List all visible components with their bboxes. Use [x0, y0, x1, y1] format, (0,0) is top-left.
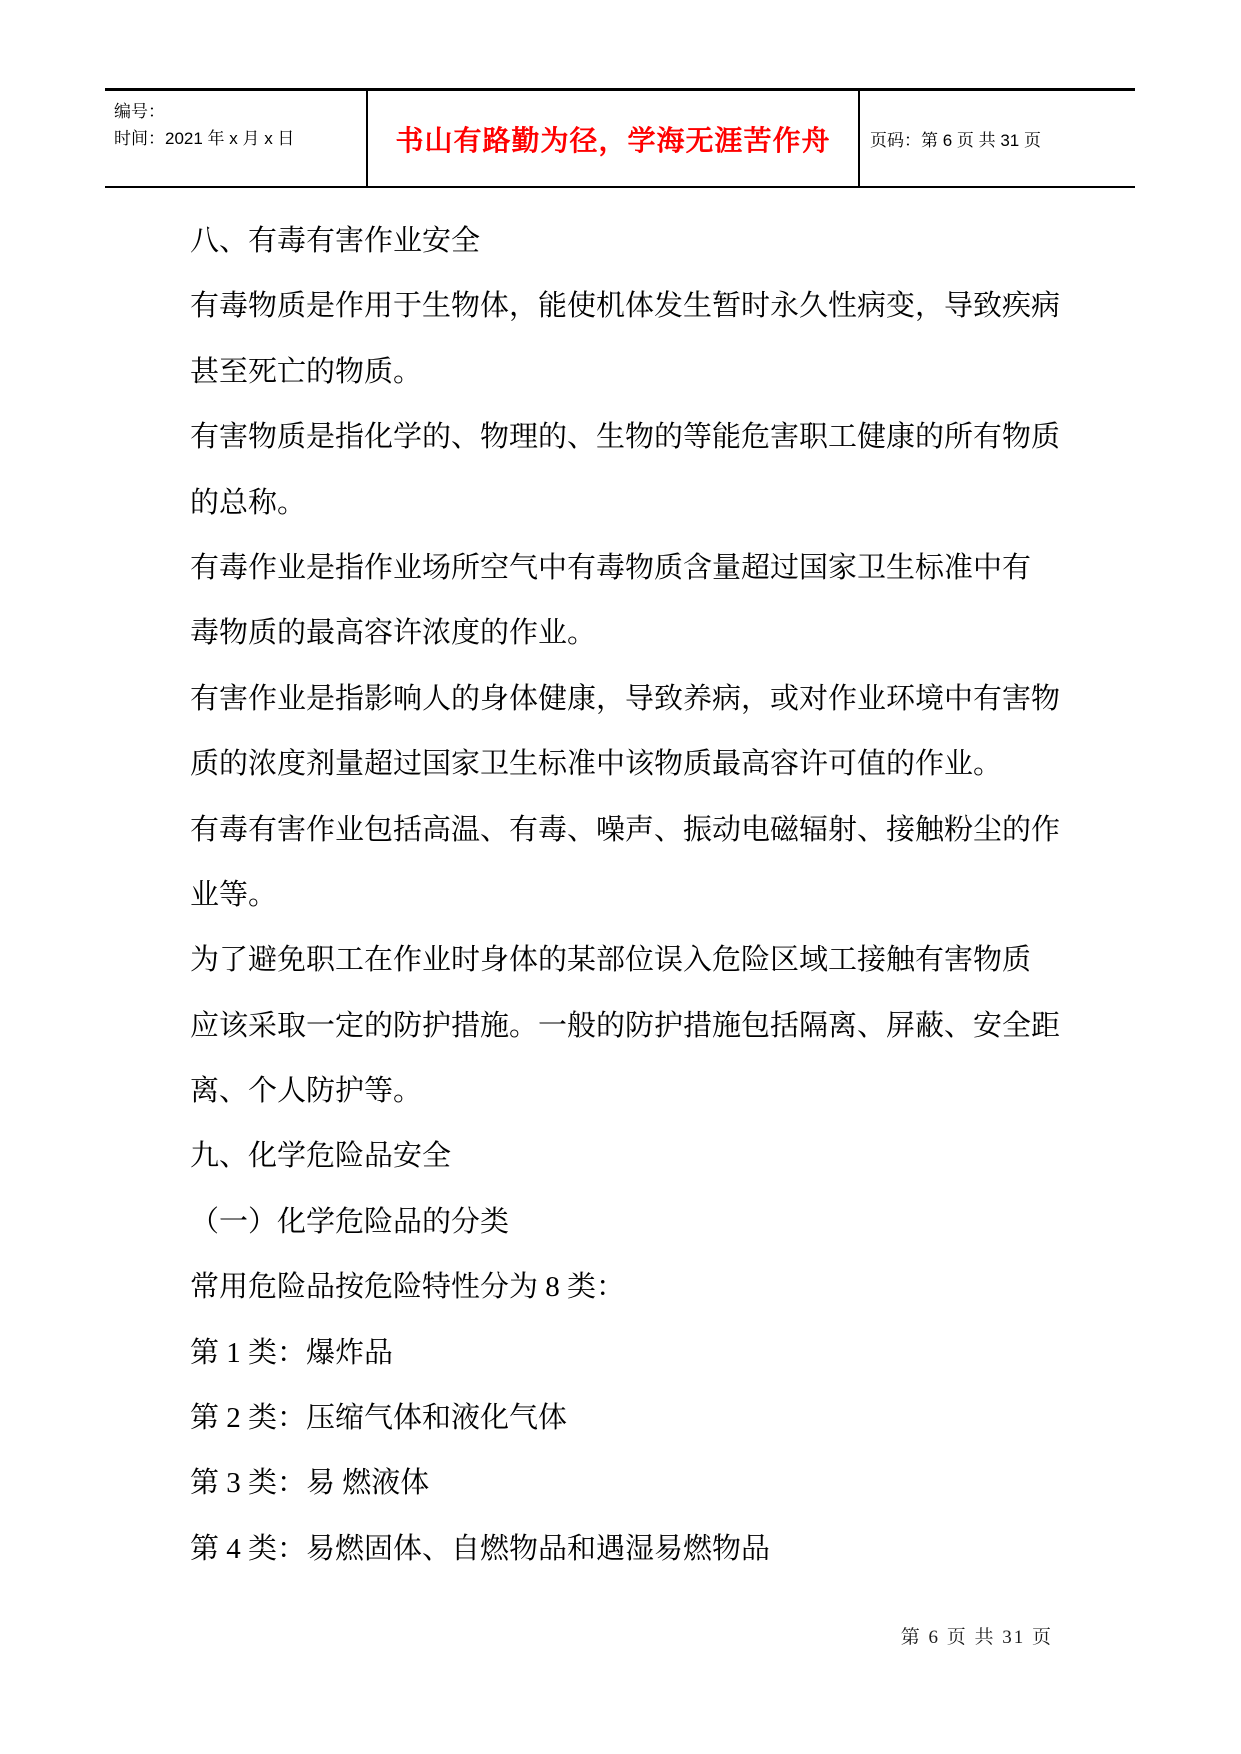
body-line-heading-9: 九、化学危险品安全	[190, 1140, 452, 1173]
body-line-heading-8: 八、有毒有害作业安全	[190, 225, 481, 257]
body-line: 质的浓度剂量超过国家卫生标准中该物质最高容许可值的作业。	[190, 748, 1003, 781]
doc-date-label: 时间：2021 年 x 月 x 日	[114, 129, 295, 148]
body-line: 有毒物质是作用于生物体，能使机体发生暂时永久性病变，导致疾病	[190, 290, 1061, 323]
body-line: 有毒有害作业包括高温、有毒、噪声、振动电磁辐射、接触粉尘的作	[190, 813, 1061, 846]
doc-number-label: 编号：	[114, 102, 165, 121]
body-line: 离、个人防护等。	[190, 1075, 423, 1108]
header-page-info: 页码：第 6 页 共 31 页	[870, 131, 1041, 150]
body-line-class-3: 第 3 类：易 燃液体	[190, 1467, 430, 1500]
page-header-table	[105, 88, 1135, 188]
body-line: 为了避免职工在作业时身体的某部位误入危险区域工接触有害物质	[190, 944, 1032, 977]
body-line: 甚至死亡的物质。	[190, 355, 423, 388]
body-line-class-1: 第 1 类：爆炸品	[190, 1336, 394, 1369]
header-cell-slogan	[368, 91, 858, 186]
header-slogan: 书山有路勤为径，学海无涯苦作舟	[395, 124, 831, 156]
document-body	[190, 209, 1070, 1582]
body-line: 有害物质是指化学的、物理的、生物的等能危害职工健康的所有物质	[190, 421, 1061, 454]
footer-page-number: 第 6 页 共 31 页	[900, 1627, 1053, 1648]
body-line: 有毒作业是指作业场所空气中有毒物质含量超过国家卫生标准中有	[190, 551, 1032, 584]
body-line: 的总称。	[190, 486, 307, 519]
header-cell-meta	[105, 91, 368, 186]
body-line-class-4: 第 4 类：易燃固体、自燃物品和遇湿易燃物品	[190, 1532, 771, 1565]
body-line: 常用危险品按危险特性分为 8 类：	[190, 1271, 626, 1304]
header-cell-page-info	[858, 91, 1135, 186]
body-line-subheading: （一）化学危险品的分类	[190, 1205, 510, 1238]
body-line: 毒物质的最高容许浓度的作业。	[190, 617, 597, 650]
body-line: 业等。	[190, 878, 278, 911]
body-line-class-2: 第 2 类：压缩气体和液化气体	[190, 1402, 568, 1435]
body-line: 有害作业是指影响人的身体健康，导致养病，或对作业环境中有害物	[190, 682, 1061, 715]
body-line: 应该采取一定的防护措施。一般的防护措施包括隔离、屏蔽、安全距	[190, 1009, 1061, 1042]
page-footer	[190, 1622, 1053, 1649]
